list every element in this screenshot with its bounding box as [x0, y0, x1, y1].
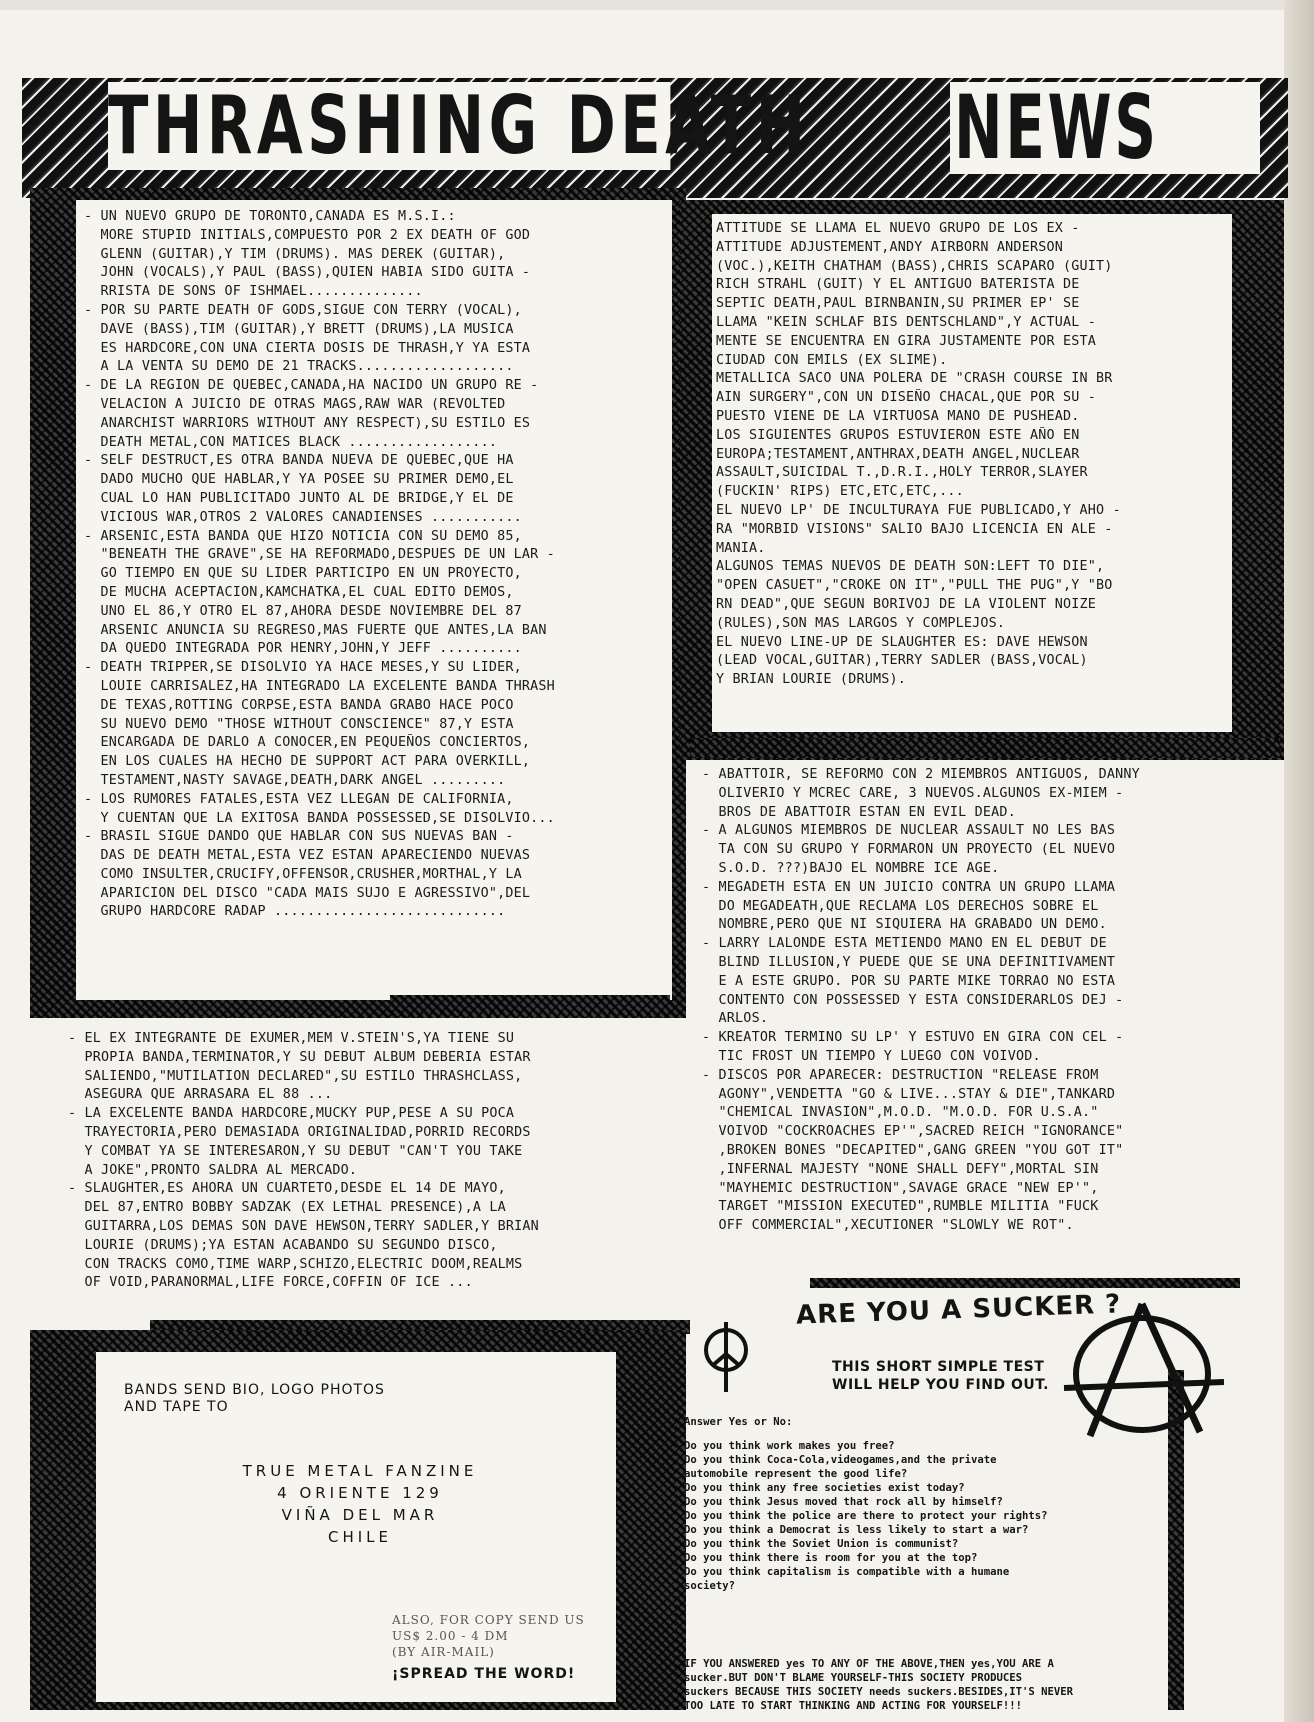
quiz-question: Do you think a Democrat is less likely to start a war? — [684, 1524, 1029, 1536]
quiz-question: Do you think the Soviet Union is communist? — [684, 1538, 959, 1550]
news-line: - SLAUGHTER,ES AHORA UN CUARTETO,DESDE EL 14 DE MAYO, — [68, 1181, 506, 1197]
quiz-subtitle — [832, 1358, 1049, 1394]
news-line: - A ALGUNOS MIEMBROS DE NUCLEAR ASSAULT NO LES BAS — [702, 823, 1116, 839]
quiz-question: Do you think work makes you free? — [684, 1440, 895, 1452]
news-line: - DE LA REGION DE QUEBEC,CANADA,HA NACIDO UN GRUPO RE - — [84, 378, 539, 394]
page-binding-shadow — [1284, 0, 1314, 1722]
news-line: DADO MUCHO QUE HABLAR,Y YA POSEE SU PRIMER DEMO,EL — [84, 472, 514, 488]
news-line: AGONY",VENDETTA "GO & LIVE...STAY & DIE",TANKARD — [702, 1086, 1116, 1102]
news-line: AIN SURGERY",CON UN DISEÑO CHACAL,QUE POR SU - — [716, 390, 1097, 406]
note-line: (BY AIR-MAIL) — [392, 1645, 495, 1659]
masthead-title: THRASHING DEATH — [108, 79, 810, 172]
right-lower-news-column — [702, 766, 1250, 1236]
masthead-news-box — [950, 76, 1260, 179]
quiz-question: society? — [684, 1580, 736, 1592]
news-line: METALLICA SACO UNA POLERA DE "CRASH COURSE IN BR — [716, 371, 1113, 387]
news-line: A JOKE",PRONTO SALDRA AL MERCADO. — [68, 1162, 358, 1178]
news-line: ARSENIC ANUNCIA SU REGRESO,MAS FUERTE QUE ANTES,LA BAN — [84, 622, 547, 638]
news-line: A LA VENTA SU DEMO DE 21 TRACKS................... — [84, 359, 514, 375]
anarchy-symbol-icon — [1060, 1300, 1230, 1440]
submission-instructions — [124, 1382, 385, 1416]
news-line: E A ESTE GRUPO. POR SU PARTE MIKE TORRAO NO ESTA — [702, 973, 1116, 989]
news-line: ALGUNOS TEMAS NUEVOS DE DEATH SON:LEFT TO DIE", — [716, 559, 1105, 575]
news-line: RRISTA DE SONS OF ISHMAEL.............. — [84, 284, 423, 300]
note-line: ALSO, FOR COPY SEND US — [392, 1613, 585, 1627]
news-line: TRAYECTORIA,PERO DEMASIADA ORIGINALIDAD,PORRID RECORDS — [68, 1124, 531, 1140]
news-line: Y CUENTAN QUE LA EXITOSA BANDA POSSESSED,SE DISOLVIO... — [84, 810, 555, 826]
news-line: - ABATTOIR, SE REFORMO CON 2 MIEMBROS ANTIGUOS, DANNY — [702, 767, 1140, 782]
news-line: ANARCHIST WARRIORS WITHOUT ANY RESPECT),SU ESTILO ES — [84, 415, 531, 431]
quiz-conclusion-line: TOO LATE TO START THINKING AND ACTING FOR YOURSELF!!! — [684, 1700, 1023, 1712]
news-line: TARGET "MISSION EXECUTED",RUMBLE MILITIA "FUCK — [702, 1199, 1099, 1215]
news-line: COMO INSULTER,CRUCIFY,OFFENSOR,CRUSHER,MORTHAL,Y LA — [84, 866, 522, 882]
fanzine-address — [210, 1460, 510, 1548]
news-line: VELACION A JUICIO DE OTRAS MAGS,RAW WAR (REVOLTED — [84, 396, 506, 412]
news-line: LOURIE (DRUMS);YA ESTAN ACABANDO SU SEGUNDO DISCO, — [68, 1237, 498, 1253]
news-line: - POR SU PARTE DEATH OF GODS,SIGUE CON TERRY (VOCAL), — [84, 302, 522, 318]
news-line: CONTENTO CON POSSESSED Y ESTA CONSIDERARLOS DEJ - — [702, 992, 1124, 1008]
news-line: (FUCKIN' RIPS) ETC,ETC,ETC,... — [716, 484, 964, 500]
address-line: VIÑA DEL MAR — [281, 1506, 439, 1524]
left-lower-news-column — [68, 1030, 688, 1293]
news-line: DAS DE DEATH METAL,ESTA VEZ ESTAN APARECIENDO NUEVAS — [84, 848, 531, 864]
news-line: (VOC.),KEITH CHATHAM (BASS),CHRIS SCAPARO (GUIT) — [716, 258, 1113, 274]
news-line: ENCARGADA DE DARLO A CONOCER,EN PEQUEÑOS CONCIERTOS, — [84, 735, 531, 751]
news-line: LLAMA "KEIN SCHLAF BIS DENTSCHLAND",Y ACTUAL - — [716, 314, 1097, 330]
news-line: GRUPO HARDCORE RADAP ............................ — [84, 904, 506, 920]
news-line: VICIOUS WAR,OTROS 2 VALORES CANADIENSES ........... — [84, 509, 522, 525]
submission-line: BANDS SEND BIO, LOGO PHOTOS — [124, 1382, 385, 1398]
quiz-question: automobile represent the good life? — [684, 1468, 908, 1480]
news-line: ARLOS. — [702, 1011, 769, 1027]
address-line: 4 ORIENTE 129 — [277, 1484, 443, 1502]
news-line: BROS DE ABATTOIR ESTAN EN EVIL DEAD. — [702, 804, 1016, 820]
news-line: - UN NUEVO GRUPO DE TORONTO,CANADA ES M.S.I.: — [84, 209, 456, 224]
news-line: CUAL LO HAN PUBLICITADO JUNTO AL DE BRIDGE,Y EL DE — [84, 490, 514, 506]
news-line: TESTAMENT,NASTY SAVAGE,DEATH,DARK ANGEL ......... — [84, 772, 506, 788]
quiz-question: Do you think capitalism is compatible with a humane — [684, 1566, 1010, 1578]
news-line: - ARSENIC,ESTA BANDA QUE HIZO NOTICIA CON SU DEMO 85, — [84, 528, 522, 544]
note-line: US$ 2.00 - 4 DM — [392, 1629, 509, 1643]
news-line: RN DEAD",QUE SEGUN BORIVOJ DE LA VIOLENT NOIZE — [716, 596, 1097, 612]
news-line: LOUIE CARRISALEZ,HA INTEGRADO LA EXCELENTE BANDA THRASH — [84, 678, 555, 694]
news-line: "OPEN CASUET","CROKE ON IT","PULL THE PUG",Y "BO — [716, 578, 1113, 594]
news-line: GLENN (GUITAR),Y TIM (DRUMS). MAS DEREK (GUITAR), — [84, 246, 506, 262]
news-line: Y COMBAT YA SE INTERESARON,Y SU DEBUT "CAN'T YOU TAKE — [68, 1143, 523, 1159]
news-line: NOMBRE,PERO QUE NI SIQUIERA HA GRABADO UN DEMO. — [702, 917, 1107, 933]
news-line: JOHN (VOCALS),Y PAUL (BASS),QUIEN HABIA SIDO GUITA - — [84, 265, 531, 281]
news-line: DE TEXAS,ROTTING CORPSE,ESTA BANDA GRABO HACE POCO — [84, 697, 514, 713]
news-line: EL NUEVO LP' DE INCULTURAYA FUE PUBLICADO,Y AHO - — [716, 502, 1121, 518]
news-line: Y BRIAN LOURIE (DRUMS). — [716, 672, 907, 688]
news-line: (RULES),SON MAS LARGOS Y COMPLEJOS. — [716, 615, 1006, 631]
submission-line: AND TAPE TO — [124, 1399, 229, 1415]
news-line: - DEATH TRIPPER,SE DISOLVIO YA HACE MESES,Y SU LIDER, — [84, 660, 522, 676]
page-top-edge — [0, 0, 1314, 10]
quiz-conclusion-line: IF YOU ANSWERED yes TO ANY OF THE ABOVE,THEN yes,YOU ARE A — [684, 1658, 1054, 1670]
news-line: DO MEGADEATH,QUE RECLAMA LOS DERECHOS SOBRE EL — [702, 898, 1099, 914]
news-line: MANIA. — [716, 540, 766, 556]
news-line: SU NUEVO DEMO "THOSE WITHOUT CONSCIENCE" 87,Y ESTA — [84, 716, 514, 732]
news-line: OLIVERIO Y MCREC CARE, 3 NUEVOS.ALGUNOS EX-MIEM - — [702, 785, 1124, 801]
news-line: UNO EL 86,Y OTRO EL 87,AHORA DESDE NOVIEMBRE DEL 87 — [84, 603, 522, 619]
news-line: - EL EX INTEGRANTE DE EXUMER,MEM V.STEIN'S,YA TIENE SU — [68, 1031, 515, 1046]
quiz-questions — [684, 1415, 1048, 1593]
news-line: RA "MORBID VISIONS" SALIO BAJO LICENCIA EN ALE - — [716, 521, 1113, 537]
quiz-question: Do you think Coca-Cola,videogames,and the private — [684, 1454, 997, 1466]
news-line: CIUDAD CON EMILS (EX SLIME). — [716, 352, 948, 368]
news-line: - MEGADETH ESTA EN UN JUICIO CONTRA UN GRUPO LLAMA — [702, 879, 1116, 895]
news-line: PUESTO VIENE DE LA VIRTUOSA MANO DE PUSHEAD. — [716, 408, 1080, 424]
news-line: ASSAULT,SUICIDAL T.,D.R.I.,HOLY TERROR,SLAYER — [716, 465, 1088, 481]
news-line: DA QUEDO INTEGRADA POR HENRY,JOHN,Y JEFF .......... — [84, 641, 522, 657]
news-line: - LOS RUMORES FATALES,ESTA VEZ LLEGAN DE CALIFORNIA, — [84, 791, 514, 807]
news-line: - KREATOR TERMINO SU LP' Y ESTUVO EN GIRA CON CEL - — [702, 1030, 1124, 1046]
quiz-instruction: Answer Yes or No: — [684, 1416, 793, 1428]
quiz-conclusion-line: suckers BECAUSE THIS SOCIETY needs suckers.BESIDES,IT'S NEVER — [684, 1686, 1074, 1698]
quiz-divider-strip — [810, 1278, 1240, 1288]
news-line: GO TIEMPO EN QUE SU LIDER PARTICIPO EN UN PROYECTO, — [84, 566, 522, 582]
quiz-question-list — [684, 1439, 1048, 1593]
masthead-news-word: NEWS — [953, 76, 1159, 179]
left-news-column — [84, 208, 669, 922]
news-line: DAVE (BASS),TIM (GUITAR),Y BRETT (DRUMS),LA MUSICA — [84, 321, 514, 337]
news-line: DE MUCHA ACEPTACION,KAMCHATKA,EL CUAL EDITO DEMOS, — [84, 584, 514, 600]
news-line: ATTITUDE ADJUSTEMENT,ANDY AIRBORN ANDERSON — [716, 239, 1063, 255]
news-line: - SELF DESTRUCT,ES OTRA BANDA NUEVA DE QUEBEC,QUE HA — [84, 453, 514, 469]
left-divider-strip — [390, 995, 670, 1013]
news-line: "BENEATH THE GRAVE",SE HA REFORMADO,DESPUES DE UN LAR - — [84, 547, 555, 563]
news-line: MENTE SE ENCUENTRA EN GIRA JUSTAMENTE POR ESTA — [716, 333, 1097, 349]
news-line: ,BROKEN BONES "DECAPITED",GANG GREEN "YOU GOT IT" — [702, 1142, 1124, 1158]
news-line: VOIVOD "COCKROACHES EP'",SACRED REICH "IGNORANCE" — [702, 1124, 1124, 1140]
quiz-subtitle-line: THIS SHORT SIMPLE TEST — [832, 1359, 1045, 1375]
quiz-conclusion-line: sucker.BUT DON'T BLAME YOURSELF-THIS SOCIETY PRODUCES — [684, 1672, 1023, 1684]
news-line: S.O.D. ???)BAJO EL NOMBRE ICE AGE. — [702, 860, 1000, 876]
address-line: CHILE — [327, 1528, 392, 1546]
news-line: "MAYHEMIC DESTRUCTION",SAVAGE GRACE "NEW EP'", — [702, 1180, 1099, 1196]
news-line: CON TRACKS COMO,TIME WARP,SCHIZO,ELECTRIC DOOM,REALMS — [68, 1256, 523, 1272]
address-line: TRUE METAL FANZINE — [242, 1462, 478, 1480]
right-divider-strip — [690, 738, 1280, 758]
quiz-title: ARE YOU A SUCKER ? — [795, 1289, 1122, 1331]
news-line: TA CON SU GRUPO Y FORMARON UN PROYECTO (EL NUEVO — [702, 842, 1116, 858]
quiz-question: Do you think any free societies exist today? — [684, 1482, 965, 1494]
news-line: EN LOS CUALES HA HECHO DE SUPPORT ACT PARA OVERKILL, — [84, 754, 531, 770]
news-line: DEATH METAL,CON MATICES BLACK .................. — [84, 434, 498, 450]
news-line: SEPTIC DEATH,PAUL BIRNBANIN,SU PRIMER EP' SE — [716, 296, 1080, 312]
right-upper-news-column — [716, 220, 1230, 690]
news-line: (LEAD VOCAL,GUITAR),TERRY SADLER (BASS,VOCAL) — [716, 653, 1088, 669]
copy-order-note — [392, 1612, 585, 1660]
news-line: - LARRY LALONDE ESTA METIENDO MANO EN EL DEBUT DE — [702, 936, 1107, 952]
news-line: - LA EXCELENTE BANDA HARDCORE,MUCKY PUP,PESE A SU POCA — [68, 1106, 515, 1122]
news-line: LOS SIGUIENTES GRUPOS ESTUVIERON ESTE AÑO EN — [716, 427, 1080, 443]
news-line: ASEGURA QUE ARRASARA EL 88 ... — [68, 1087, 333, 1103]
quiz-question: Do you think Jesus moved that rock all by himself? — [684, 1496, 1003, 1508]
quiz-conclusion — [684, 1657, 1154, 1713]
news-line: OF VOID,PARANORMAL,LIFE FORCE,COFFIN OF ICE ... — [68, 1275, 473, 1291]
news-line: EUROPA;TESTAMENT,ANTHRAX,DEATH ANGEL,NUCLEAR — [716, 446, 1080, 462]
quiz-question: Do you think there is room for you at the top? — [684, 1552, 978, 1564]
news-line: - DISCOS POR APARECER: DESTRUCTION "RELEASE FROM — [702, 1067, 1099, 1083]
news-line: APARICION DEL DISCO "CADA MAIS SUJO E AGRESSIVO",DEL — [84, 885, 531, 901]
news-line: "CHEMICAL INVASION",M.O.D. "M.O.D. FOR U.S.A." — [702, 1105, 1099, 1121]
news-line: DEL 87,ENTRO BOBBY SADZAK (EX LETHAL PRESENCE),A LA — [68, 1200, 506, 1216]
news-line: MORE STUPID INITIALS,COMPUESTO POR 2 EX DEATH OF GOD — [84, 227, 531, 243]
news-line: - BRASIL SIGUE DANDO QUE HABLAR CON SUS NUEVAS BAN - — [84, 829, 514, 845]
news-line: GUITARRA,LOS DEMAS SON DAVE HEWSON,TERRY SADLER,Y BRIAN — [68, 1218, 539, 1234]
news-line: SALIENDO,"MUTILATION DECLARED",SU ESTILO THRASHCLASS, — [68, 1068, 523, 1084]
spread-the-word: ¡SPREAD THE WORD! — [392, 1666, 576, 1682]
news-line: PROPIA BANDA,TERMINATOR,Y SU DEBUT ALBUM DEBERIA ESTAR — [68, 1049, 531, 1065]
news-line: ATTITUDE SE LLAMA EL NUEVO GRUPO DE LOS EX - — [716, 221, 1080, 236]
news-line: EL NUEVO LINE-UP DE SLAUGHTER ES: DAVE HEWSON — [716, 634, 1088, 650]
news-line: TIC FROST UN TIEMPO Y LUEGO CON VOIVOD. — [702, 1048, 1041, 1064]
quiz-subtitle-line: WILL HELP YOU FIND OUT. — [832, 1377, 1049, 1393]
news-line: RICH STRAHL (GUIT) Y EL ANTIGUO BATERISTA DE — [716, 277, 1080, 293]
news-line: ES HARDCORE,CON UNA CIERTA DOSIS DE THRASH,Y YA ESTA — [84, 340, 531, 356]
peace-symbol-icon — [698, 1318, 754, 1394]
quiz-question: Do you think the police are there to protect your rights? — [684, 1510, 1048, 1522]
news-line: ,INFERNAL MAJESTY "NONE SHALL DEFY",MORTAL SIN — [702, 1161, 1099, 1177]
news-line: BLIND ILLUSION,Y PUEDE QUE SE UNA DEFINITIVAMENT — [702, 954, 1116, 970]
news-line: OFF COMMERCIAL",XECUTIONER "SLOWLY WE ROT". — [702, 1218, 1074, 1234]
